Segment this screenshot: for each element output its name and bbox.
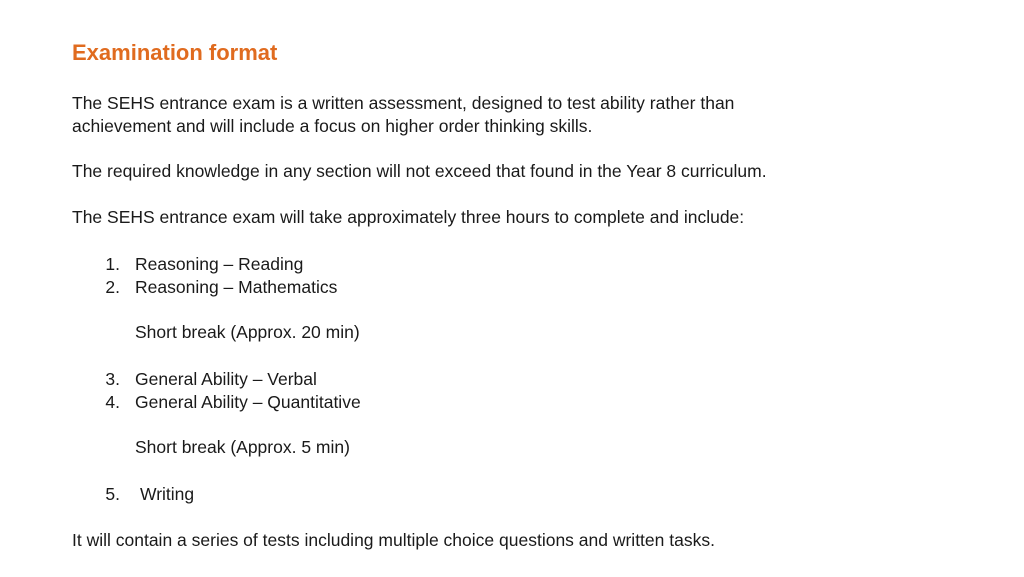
list-item-reasoning-reading: Reasoning – Reading xyxy=(135,254,304,274)
short-break-2: Short break (Approx. 5 min) xyxy=(135,437,350,457)
short-break-1: Short break (Approx. 20 min) xyxy=(135,322,360,342)
list-number-4: 4. xyxy=(105,392,120,412)
knowledge-paragraph: The required knowledge in any section will not exceed that found in the Year 8 curriculum. xyxy=(72,161,767,181)
list-number-3: 3. xyxy=(105,369,120,389)
intro-line-1: The SEHS entrance exam is a written assessment, designed to test ability rather than xyxy=(72,93,735,113)
list-number-5: 5. xyxy=(105,484,120,504)
page-title: Examination format xyxy=(72,40,278,65)
list-number-2: 2. xyxy=(105,277,120,297)
duration-paragraph: The SEHS entrance exam will take approximately three hours to complete and include: xyxy=(72,207,745,227)
list-item-writing: Writing xyxy=(140,484,195,504)
list-item-general-ability-quantitative: General Ability – Quantitative xyxy=(135,392,361,412)
intro-paragraph xyxy=(72,92,734,138)
list-item-reasoning-mathematics: Reasoning – Mathematics xyxy=(135,277,338,297)
intro-line-2: achievement and will include a focus on higher order thinking skills. xyxy=(72,116,593,136)
list-number-1: 1. xyxy=(105,254,120,274)
list-item-general-ability-verbal: General Ability – Verbal xyxy=(135,369,317,389)
tests-paragraph: It will contain a series of tests including multiple choice questions and written tasks. xyxy=(72,530,715,550)
